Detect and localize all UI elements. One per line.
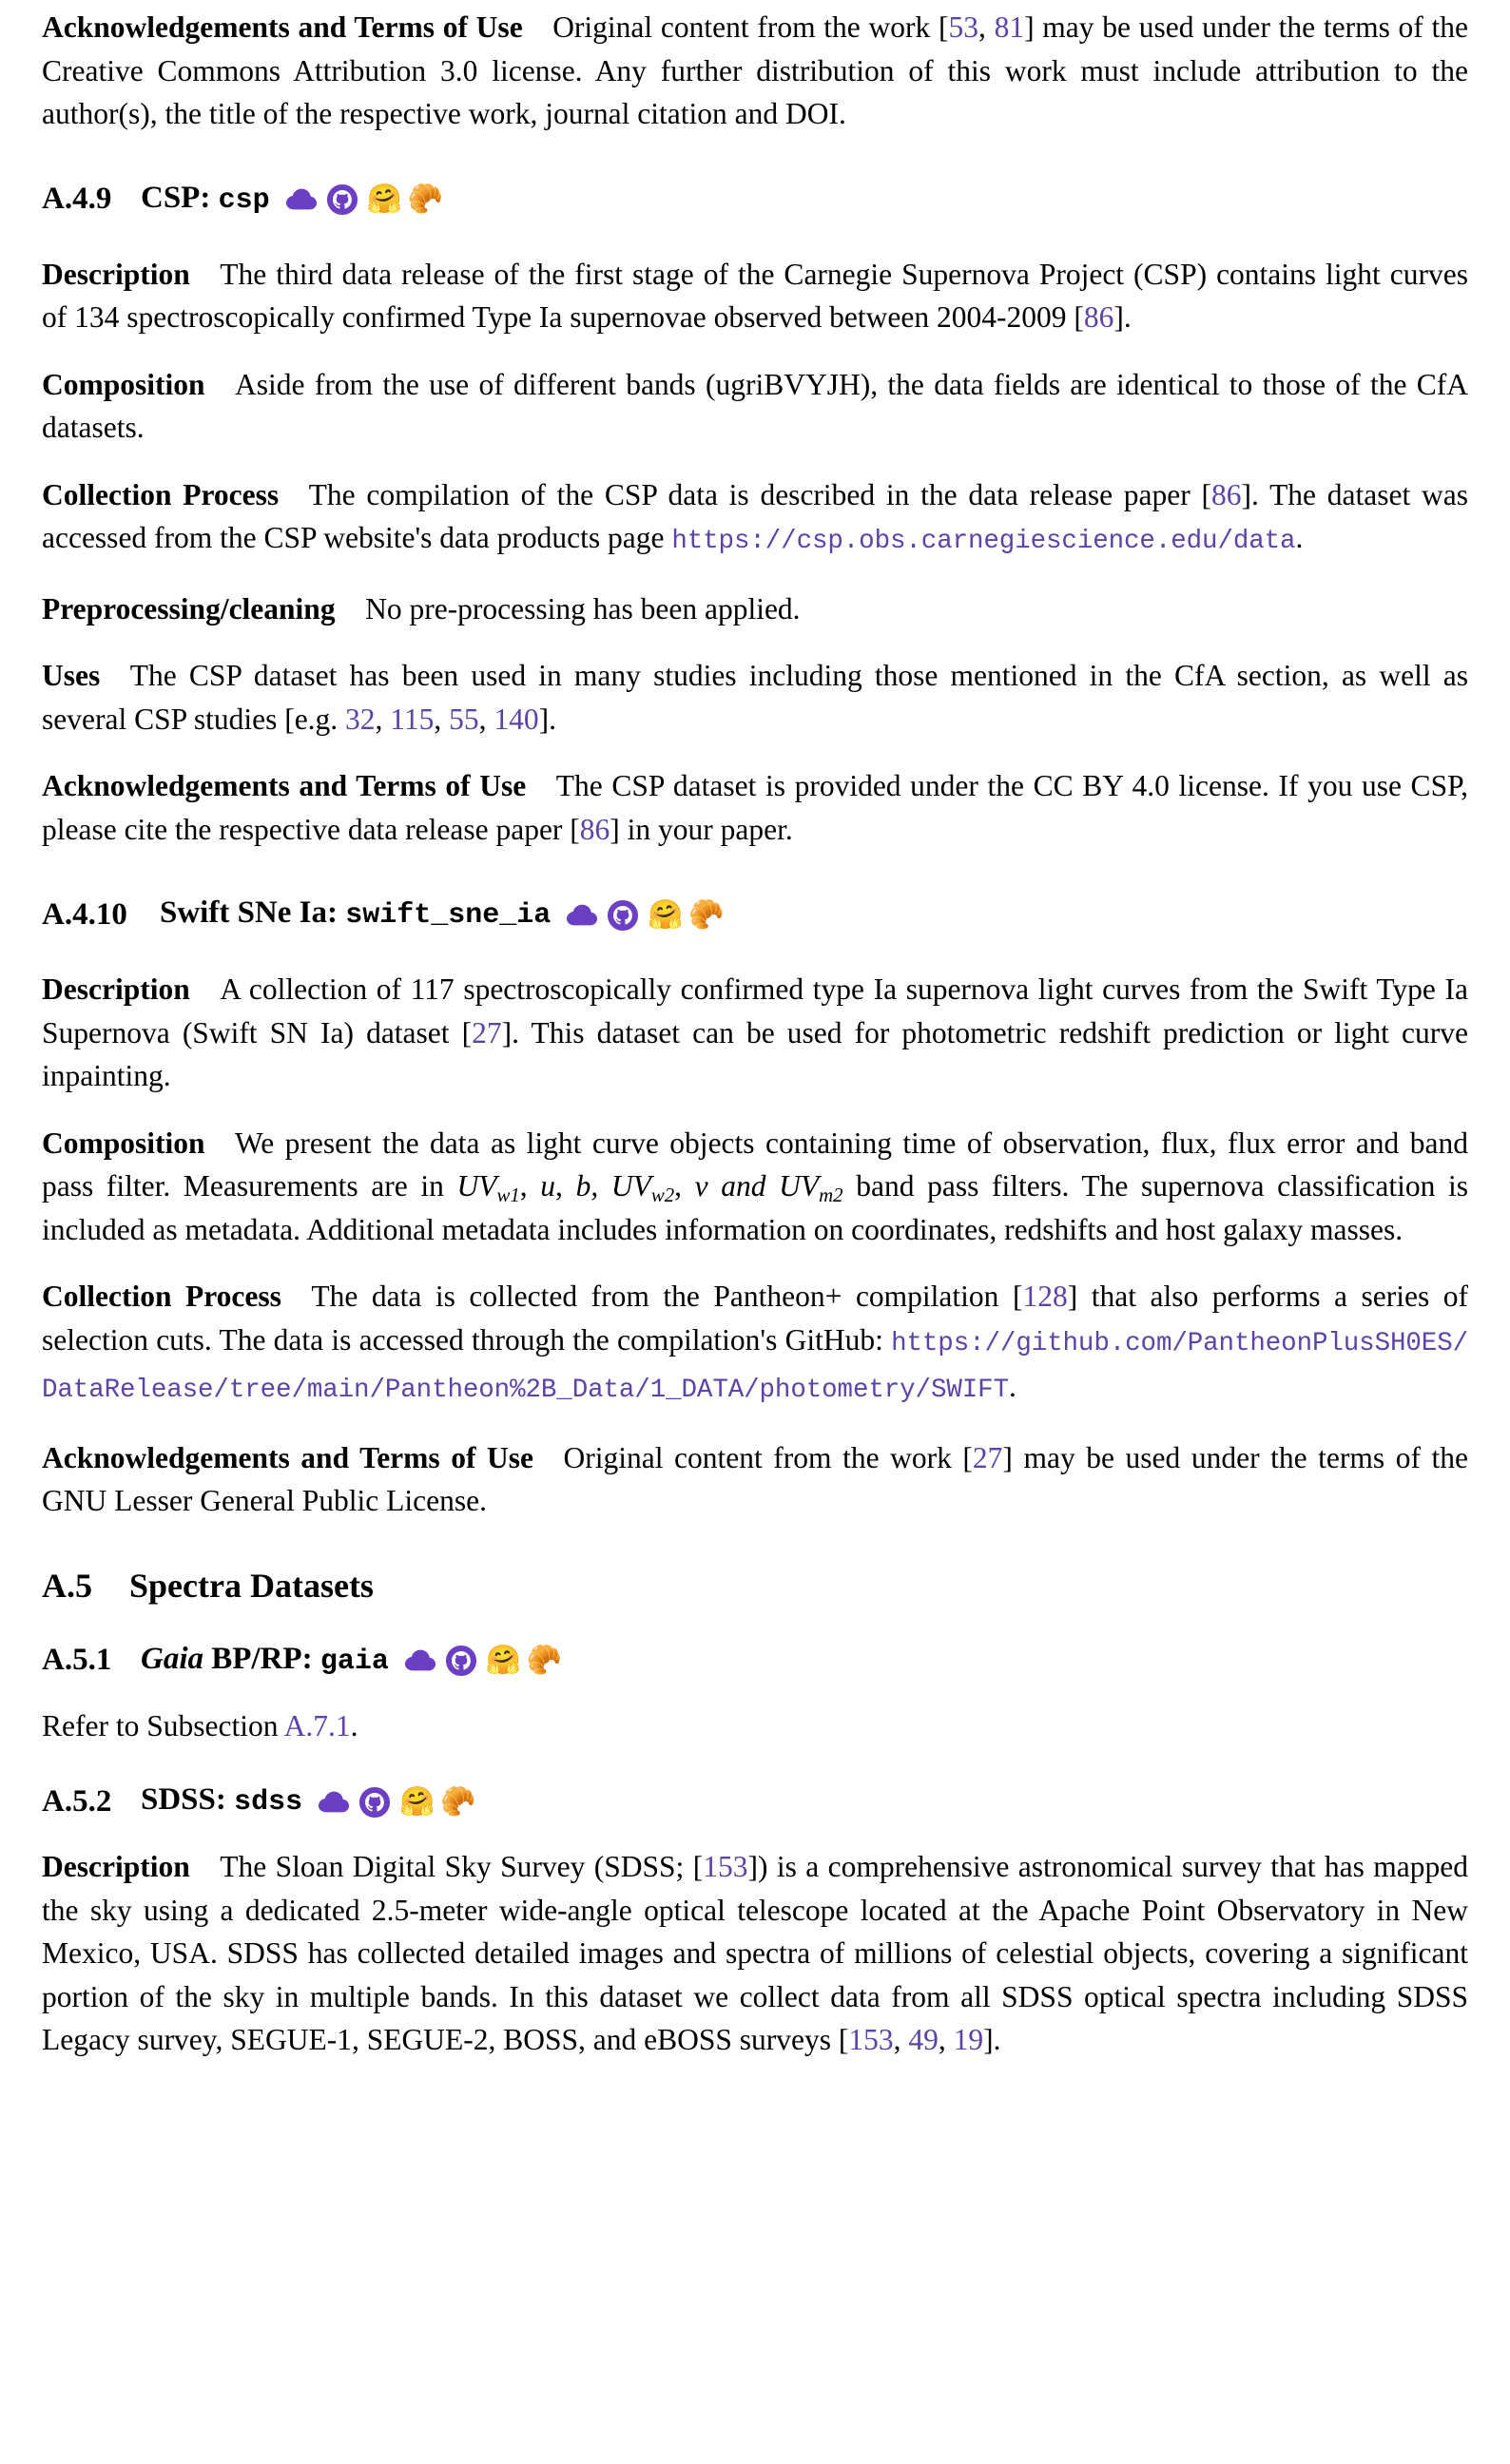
paragraph-text: Original content from the work [: [563, 1440, 973, 1474]
math-uv-w2: , $UV_{w2}$: [590, 1169, 675, 1206]
heading-title: [141, 1780, 302, 1822]
heading-number: A.4.9: [42, 182, 112, 216]
citation-separator: ,: [978, 10, 995, 44]
runin-heading: Description: [42, 1850, 190, 1883]
cross-reference-link[interactable]: A.7.1: [283, 1708, 351, 1742]
citation-link[interactable]: 140: [494, 702, 539, 736]
csp-collection-process-paragraph: [42, 473, 1468, 564]
heading-badges: [566, 897, 725, 932]
paragraph-text: band pass filters. The supernova classification is included as metadata. Additional metadata includes information on coordinates, redshifts and host galaxy masses.: [42, 1169, 1469, 1246]
heading-number: A.5.2: [42, 1783, 112, 1819]
paragraph-text: ]. The dataset was accessed from the CSP website's data products page: [42, 477, 1469, 554]
paragraph-text: The Sloan Digital Sky Survey (SDSS; [: [220, 1850, 704, 1883]
math-v: v: [694, 1169, 708, 1203]
runin-heading: Uses: [42, 659, 101, 692]
paragraph-text: ].: [983, 2023, 1001, 2056]
cloud-icon[interactable]: [404, 1645, 436, 1677]
hugging-face-icon[interactable]: 🤗: [485, 1644, 522, 1677]
paragraph-text: The CSP dataset has been used in many studies including those mentioned in the CfA section, as well as several CSP studies [e.g.: [42, 659, 1468, 736]
paragraph-text: The third data release of the first stage of the Carnegie Supernova Project (CSP) contains light curves of 134 spectroscopically confirmed Type Ia supernovae observed between 2004-2009 [: [42, 257, 1468, 334]
paragraph-text: Original content from the work [: [552, 10, 949, 44]
github-icon[interactable]: [445, 1645, 477, 1677]
runin-heading: Description: [42, 257, 190, 291]
citation-link[interactable]: 153: [703, 1850, 748, 1883]
hugging-face-icon[interactable]: 🤗: [648, 897, 684, 932]
citation-link[interactable]: 153: [848, 2023, 894, 2056]
heading-a5-spectra-datasets: [42, 1565, 1468, 1607]
gaia-refer-paragraph: [42, 1704, 1468, 1748]
runin-heading: Collection Process: [42, 1280, 281, 1313]
runin-heading: Collection Process: [42, 477, 280, 511]
paragraph-text: We present the data as light curve objects containing time of observation, flux, flux error and band pass filter. Measurements are in: [42, 1126, 1468, 1203]
croissant-icon[interactable]: 🥐: [407, 183, 443, 216]
hugging-face-icon[interactable]: 🤗: [399, 1784, 436, 1819]
github-icon[interactable]: [358, 1786, 391, 1819]
csp-description-paragraph: [42, 253, 1468, 339]
swift-github-url[interactable]: https://github.com/PantheonPlusSH0ES/DataRelease/tree/main/Pantheon%2B_Data/1_DATA/photometry/SWIFT: [42, 1328, 1468, 1405]
heading-dataset-id: gaia: [319, 1645, 389, 1678]
runin-heading: Acknowledgements and Terms of Use: [42, 10, 523, 44]
croissant-icon[interactable]: 🥐: [440, 1784, 476, 1819]
heading-number: A.5.1: [42, 1643, 112, 1677]
swift-acknowledgements-paragraph: [42, 1436, 1468, 1523]
paragraph-text: Refer to Subsection: [42, 1708, 284, 1742]
citation-link[interactable]: 55: [449, 702, 479, 736]
heading-a51-gaia: [42, 1639, 1468, 1682]
citation-link[interactable]: 49: [908, 2023, 939, 2056]
github-icon[interactable]: [326, 183, 358, 216]
csp-uses-paragraph: Uses The CSP dataset has been used in many studies including those mentioned in the CfA section, as well as several CSP studies [e.g. 32, 115, 55, 140].: [42, 659, 1468, 736]
heading-dataset-id: swift_sne_ia: [345, 899, 552, 932]
runin-heading: Composition: [42, 1126, 205, 1160]
heading-title: [141, 1639, 389, 1682]
paragraph-text: ]. This dataset can be used for photometric redshift prediction or light curve inpainting.: [42, 1015, 1468, 1092]
paragraph-text: .: [1295, 521, 1304, 554]
csp-composition-paragraph: [42, 363, 1468, 450]
swift-composition-paragraph: Composition We present the data as light curve objects containing time of observation, flux, flux error and band pass filter. Measurements are in $UV_{w1}$, u, b, $UV_{w2}$, v and $UV_{m2}$ band pass filters. The supernova classification is included as metadata. Additional metadata includes information on coordinates, redshifts and host galaxy masses.: [42, 1126, 1469, 1246]
paragraph-text: Aside from the use of different bands (ugriBVYJH), the data fields are identical to those of the CfA datasets.: [42, 367, 1468, 444]
acknowledgements-intro-paragraph: [42, 6, 1468, 136]
citation-link[interactable]: 27: [972, 1440, 1003, 1474]
runin-heading: Composition: [42, 367, 205, 401]
citation-link[interactable]: 19: [953, 2023, 984, 2056]
math-b: b: [575, 1169, 591, 1203]
paragraph-text: ] in your paper.: [610, 812, 793, 846]
csp-preprocessing-paragraph: [42, 587, 1468, 631]
csp-data-url[interactable]: https://csp.obs.carnegiescience.edu/data: [671, 527, 1296, 556]
heading-dataset-id: sdss: [234, 1786, 303, 1819]
heading-a52-sdss: [42, 1780, 1468, 1822]
citation-link[interactable]: 27: [472, 1015, 502, 1049]
runin-heading: Acknowledgements and Terms of Use: [42, 1440, 533, 1474]
math-uv-w1: $UV_{w1}$: [456, 1169, 520, 1206]
heading-title-italic: Gaia: [141, 1641, 203, 1676]
heading-title: [160, 893, 551, 935]
heading-badges: [318, 1784, 476, 1819]
citation-link[interactable]: 53: [948, 10, 978, 44]
paragraph-text: .: [350, 1708, 358, 1742]
citation-link[interactable]: 86: [1083, 300, 1114, 334]
paragraph-text: ]) is a comprehensive astronomical survey that has mapped the sky using a dedicated 2.5-meter wide-angle optical telescope located at the Apache Point Observatory in New Mexico, USA. SDSS has collected detailed images and spectra of millions of celestial objects, covering a significant portion of the sky in multiple bands. In this dataset we collect data from all SDSS optical spectra including SDSS Legacy survey, SEGUE-1, SEGUE-2, BOSS, and eBOSS surveys [: [42, 1850, 1468, 2056]
citation-link[interactable]: 86: [1211, 477, 1242, 511]
citation-link[interactable]: 128: [1022, 1280, 1068, 1313]
paragraph-text: ] that also performs a series of selection cuts. The data is accessed through the compilation's GitHub:: [42, 1280, 1468, 1357]
heading-badges: [404, 1644, 563, 1677]
cloud-icon[interactable]: [566, 899, 598, 932]
citation-link[interactable]: 81: [994, 10, 1025, 44]
heading-title: [141, 178, 270, 221]
heading-title-text: BP/RP:: [203, 1641, 320, 1676]
heading-title-text: SDSS:: [141, 1782, 235, 1817]
citation-link[interactable]: 86: [579, 812, 610, 846]
runin-heading: Acknowledgements and Terms of Use: [42, 769, 527, 802]
paragraph-text: ].: [1113, 300, 1132, 334]
hugging-face-icon[interactable]: 🤗: [366, 183, 402, 216]
heading-a410-swift-sne-ia: [42, 893, 1468, 935]
heading-number: A.5: [42, 1566, 92, 1605]
runin-heading: Preprocessing/cleaning: [42, 591, 336, 626]
paragraph-text: ].: [538, 702, 557, 736]
citation-link[interactable]: 32: [345, 702, 376, 736]
heading-title-text: CSP:: [141, 180, 219, 215]
swift-description-paragraph: [42, 968, 1468, 1098]
heading-title: Spectra Datasets: [129, 1566, 374, 1605]
heading-a49-csp: [42, 178, 1468, 221]
cloud-icon[interactable]: [285, 183, 318, 216]
paragraph-text: The data is collected from the Pantheon+ compilation [: [311, 1280, 1023, 1313]
croissant-icon[interactable]: 🥐: [526, 1644, 563, 1677]
github-icon[interactable]: [607, 899, 639, 932]
paragraph-text: ] may be used under the terms of the Creative Commons Attribution 3.0 license. Any further distribution of this work must include attribution to the author(s), the title of the respective work, journal citation and DOI.: [42, 10, 1469, 130]
paragraph-text: The compilation of the CSP data is described in the data release paper [: [308, 477, 1212, 511]
heading-title-text: Swift SNe Ia:: [160, 895, 346, 930]
paragraph-text: No pre-processing has been applied.: [365, 591, 801, 626]
runin-heading: Description: [42, 972, 190, 1006]
cloud-icon[interactable]: [318, 1786, 350, 1819]
heading-dataset-id: csp: [218, 183, 270, 217]
croissant-icon[interactable]: 🥐: [688, 897, 725, 932]
paragraph-text: .: [1008, 1370, 1016, 1403]
heading-badges: [285, 183, 443, 216]
sdss-description-paragraph: Description The Sloan Digital Sky Survey (SDSS; [153]) is a comprehensive astronomical survey that has mapped the sky using a dedicated 2.5-meter wide-angle optical telescope located at the Apache Point Observatory in New Mexico, USA. SDSS has collected detailed images and spectra of millions of celestial objects, covering a significant portion of the sky in multiple bands. In this dataset we collect data from all SDSS optical spectra including SDSS Legacy survey, SEGUE-1, SEGUE-2, BOSS, and eBOSS surveys [153, 49, 19].: [42, 1850, 1468, 2056]
swift-collection-process-paragraph: [42, 1275, 1468, 1413]
paragraph-text: A collection of 117 spectroscopically confirmed type Ia supernova light curves from the Swift Type Ia Supernova (Swift SN Ia) dataset [: [42, 972, 1468, 1049]
math-uv-m2: and $UV_{m2}$: [707, 1169, 843, 1206]
math-u: u: [540, 1169, 556, 1203]
csp-acknowledgements-paragraph: [42, 764, 1468, 851]
paragraph-text: The CSP dataset is provided under the CC BY 4.0 license. If you use CSP, please cite the respective data release paper [: [42, 769, 1468, 846]
paragraph-text: ] may be used under the terms of the GNU Lesser General Public License.: [42, 1440, 1468, 1517]
heading-number: A.4.10: [42, 896, 127, 932]
citation-link[interactable]: 115: [390, 702, 435, 736]
